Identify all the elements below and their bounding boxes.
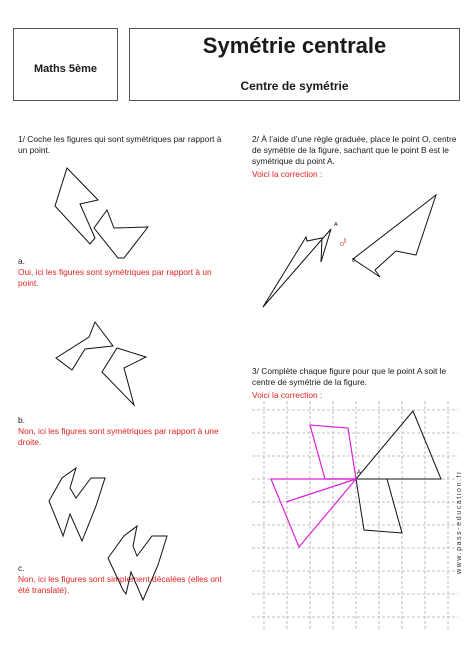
exercise1-b-label: b.	[18, 415, 25, 425]
figure-b-shape-1	[56, 322, 113, 370]
figure-b-shape-2	[102, 348, 146, 405]
exercise3-correction: Voici la correction :	[252, 390, 323, 400]
figure-c-shape-1	[49, 468, 105, 541]
exercise2-instruction: 2/ À l’aide d’une règle graduée, place le point O, centre de symétrie de la figure, sachant que le point B est le symétrique du point A.	[252, 134, 457, 167]
page-title: Symétrie centrale	[202, 33, 387, 58]
exercise2-point-o-label: O	[340, 242, 344, 248]
exercise1-a-answer: Oui, ici les figures sont symétriques par rapport à un point.	[18, 267, 212, 289]
figure-c-shape-2	[108, 526, 167, 600]
figure-a-shape-2	[94, 210, 148, 258]
exercise3-grid	[252, 401, 458, 630]
exercise2-correction: Voici la correction :	[252, 169, 323, 179]
exercise1-instruction: 1/ Coche les figures qui sont symétriques par rapport à un point.	[18, 134, 222, 156]
exercise3-shape-1	[356, 411, 441, 479]
exercise1-c-answer: Non, ici les figures sont simplement décalées (elles ont été translaté).	[18, 574, 222, 596]
exercise2-shape-1	[263, 229, 331, 307]
exercise2-shape-2	[353, 195, 436, 277]
exercise1-b-answer: Non, ici les figures sont symétriques par rapport à une droite.	[18, 426, 219, 448]
page-subtitle: Centre de symétrie	[240, 79, 349, 93]
exercise2-point-a-label: A	[334, 222, 338, 228]
figure-a-shape-1	[55, 168, 98, 244]
exercise1-c-label: c.	[18, 563, 25, 573]
exercise3-constructed-shape-1	[271, 479, 356, 547]
exercise3-point-a-label: A	[357, 470, 362, 476]
exercise1-a-label: a.	[18, 256, 25, 266]
exercise3-construction-line	[286, 479, 356, 502]
level-label: Maths 5ème	[34, 63, 97, 75]
watermark: www.pass-education.fr	[456, 470, 463, 575]
exercise3-instruction: 3/ Complète chaque figure pour que le point A soit le centre de symétrie de la figure.	[252, 366, 447, 388]
exercise2-point-b-label: B	[352, 258, 356, 264]
